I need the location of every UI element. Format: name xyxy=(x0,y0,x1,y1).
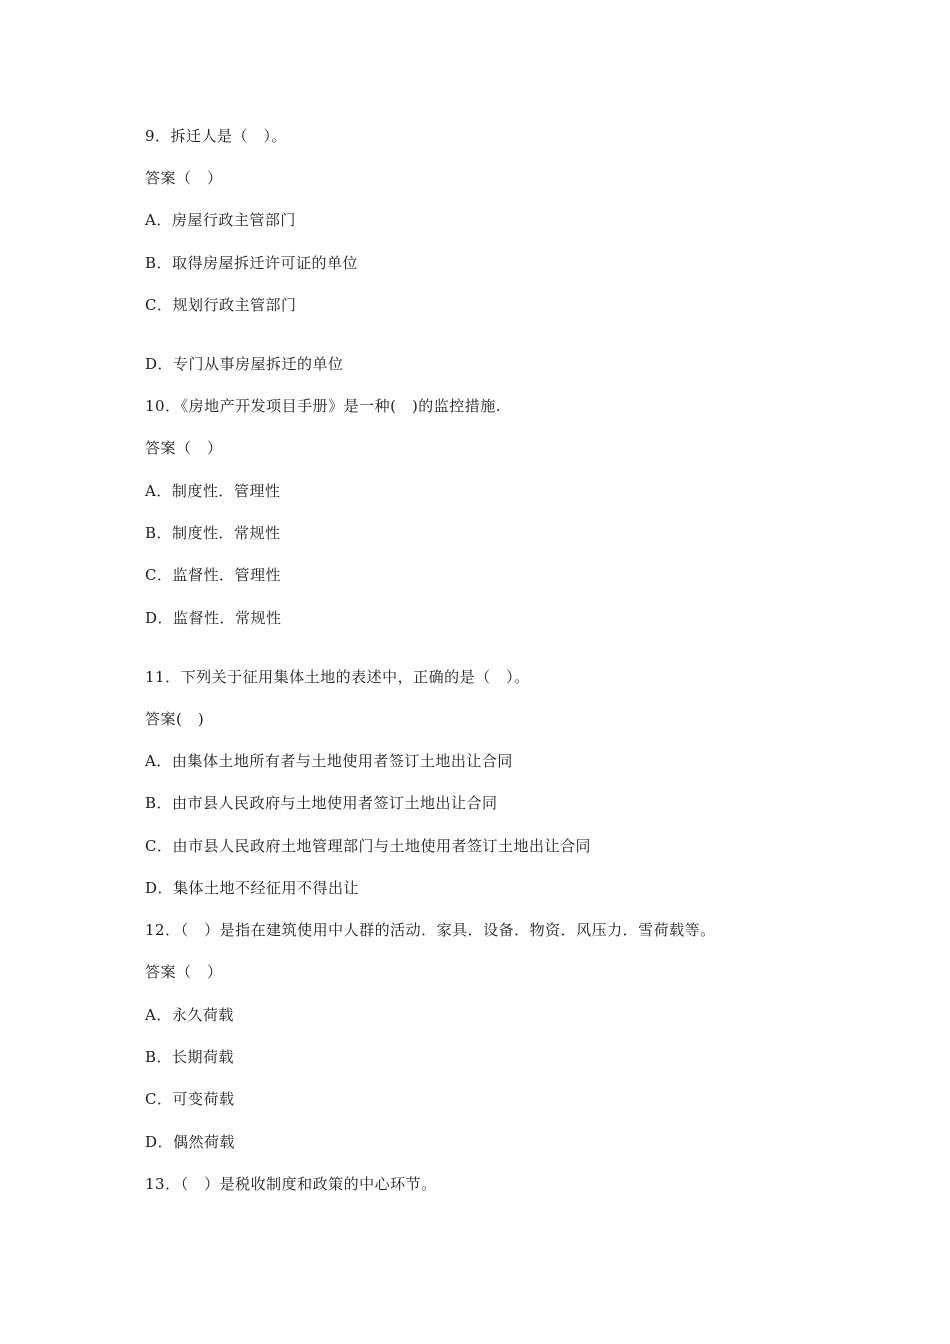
question-10-option-a: A．制度性．管理性 xyxy=(145,482,281,500)
question-9-stem: 9．拆迁人是（ ）。 xyxy=(145,127,288,145)
question-11-stem: 11．下列关于征用集体土地的表述中，正确的是（ ）。 xyxy=(145,668,530,686)
question-9-option-c: C．规划行政主管部门 xyxy=(145,296,297,314)
question-11-option-d: D．集体土地不经征用不得出让 xyxy=(145,879,360,897)
question-10-option-d: D．监督性．常规性 xyxy=(145,609,282,627)
question-11-answer: 答案( ) xyxy=(145,710,205,728)
question-11-option-b: B．由市县人民政府与土地使用者签订土地出让合同 xyxy=(145,794,498,812)
question-12-option-d: D．偶然荷载 xyxy=(145,1133,236,1151)
question-9-answer: 答案（ ） xyxy=(145,169,223,187)
question-12-option-a: A．永久荷载 xyxy=(145,1006,234,1024)
question-11-option-c: C．由市县人民政府土地管理部门与土地使用者签订土地出让合同 xyxy=(145,837,591,855)
question-13-stem: 13．（ ）是税收制度和政策的中心环节。 xyxy=(145,1175,437,1193)
question-10-option-c: C．监督性．管理性 xyxy=(145,566,281,584)
question-9-option-a: A．房屋行政主管部门 xyxy=(145,211,296,229)
question-9-option-b: B．取得房屋拆迁许可证的单位 xyxy=(145,254,359,272)
question-10-option-b: B．制度性．常规性 xyxy=(145,524,281,542)
question-11-option-a: A．由集体土地所有者与土地使用者签订土地出让合同 xyxy=(145,752,513,770)
question-12-option-c: C．可变荷载 xyxy=(145,1090,235,1108)
question-10-answer: 答案（ ） xyxy=(145,439,223,457)
question-9-option-d: D．专门从事房屋拆迁的单位 xyxy=(145,355,344,373)
question-12-stem: 12．（ ）是指在建筑使用中人群的活动．家具．设备．物资．风压力．雪荷载等。 xyxy=(145,921,716,939)
question-12-option-b: B．长期荷载 xyxy=(145,1048,235,1066)
question-12-answer: 答案（ ） xyxy=(145,963,223,981)
question-10-stem: 10．《房地产开发项目手册》是一种( )的监控措施. xyxy=(145,397,502,415)
